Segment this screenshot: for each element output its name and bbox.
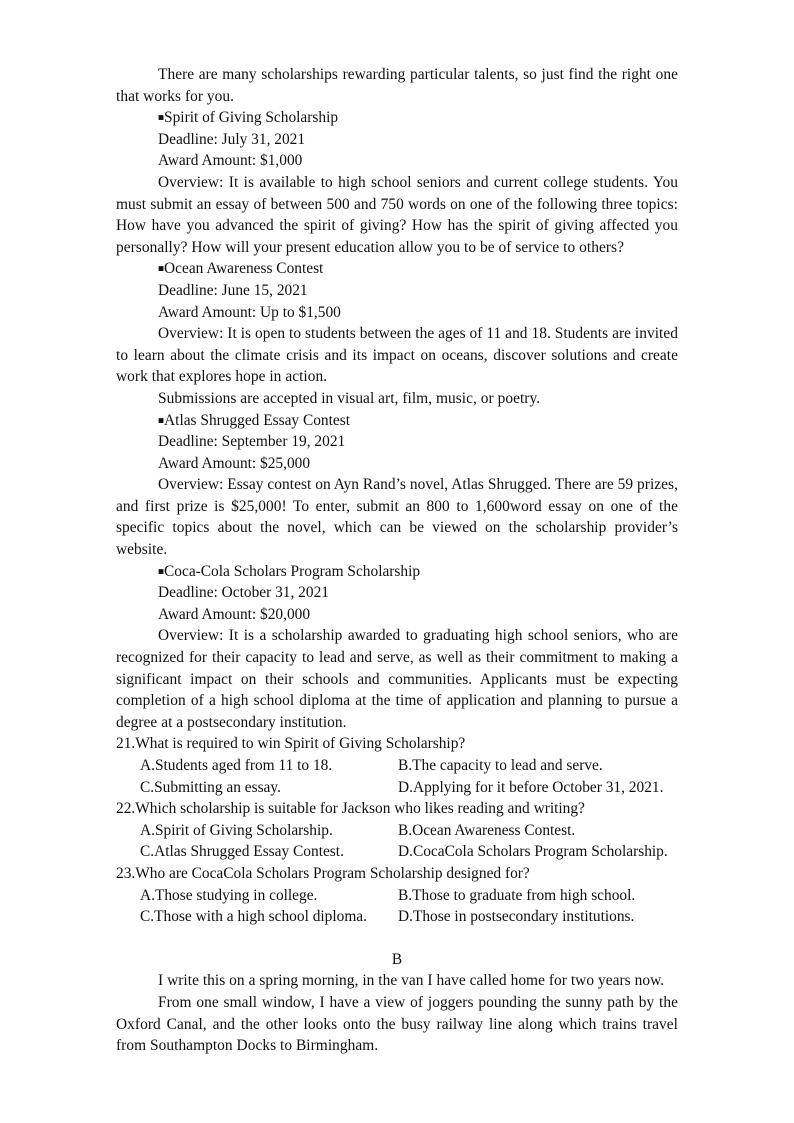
option-row (116, 777, 678, 799)
document-body (116, 64, 678, 1057)
section-spacer (116, 928, 678, 949)
bullet-square-icon: ■ (158, 566, 165, 578)
option-row (116, 820, 678, 842)
question-21-stem: 21.What is required to win Spirit of Giving Scholarship? (116, 735, 466, 753)
question-21-options (116, 755, 678, 798)
question-23-option-c[interactable]: C.Those with a high school diploma. (140, 908, 367, 926)
question-22-option-d[interactable]: D.CocaCola Scholars Program Scholarship. (398, 843, 668, 861)
question-22-option-a[interactable]: A.Spirit of Giving Scholarship. (140, 821, 333, 839)
question-22-option-b[interactable]: B.Ocean Awareness Contest. (398, 821, 576, 839)
scholarship-extra-2: Submissions are accepted in visual art, film, music, or poetry. (158, 389, 541, 407)
bullet-square-icon: ■ (158, 112, 165, 124)
scholarship-name-3: Atlas Shrugged Essay Contest (164, 411, 351, 429)
question-23-options (116, 885, 678, 928)
scholarship-heading-3 (116, 410, 678, 432)
scholarship-award-2: Award Amount: Up to $1,500 (158, 303, 341, 321)
scholarship-overview-3: Overview: Essay contest on Ayn Rand’s novel, Atlas Shrugged. There are 59 prizes, and first prize is $25,000! To enter, submit an 800 to 1,600word essay on one of the specific topics about the novel, which can be viewed on the scholarship provider’s website. (116, 476, 678, 559)
option-row (116, 755, 678, 777)
scholarship-deadline-4: Deadline: October 31, 2021 (158, 584, 329, 602)
question-21-option-a[interactable]: A.Students aged from 11 to 18. (140, 757, 333, 774)
question-22-option-c[interactable]: C.Atlas Shrugged Essay Contest. (140, 843, 344, 861)
scholarship-award-1: Award Amount: $1,000 (158, 152, 303, 170)
scholarship-name-4: Coca-Cola Scholars Program Scholarship (164, 562, 421, 580)
scholarship-deadline-1: Deadline: July 31, 2021 (158, 130, 306, 148)
question-21-option-d[interactable]: D.Applying for it before October 31, 2021. (398, 778, 664, 796)
section-b-paragraph-1: I write this on a spring morning, in the van I have called home for two years now. (158, 972, 665, 990)
scholarship-overview-2: Overview: It is open to students between the ages of 11 and 18. Students are invited to learn about the climate crisis and its impact on oceans, discover solutions and create work that explores hope in action. (116, 325, 678, 386)
scholarship-heading-2 (116, 258, 678, 280)
intro-paragraph: There are many scholarships rewarding particular talents, so just find the right one that works for you. (116, 66, 678, 105)
scholarship-deadline-2: Deadline: June 15, 2021 (158, 281, 308, 299)
option-row (116, 885, 678, 907)
question-21-option-b[interactable]: B.The capacity to lead and serve. (398, 757, 603, 774)
question-23-stem: 23.Who are CocaCola Scholars Program Scholarship designed for? (116, 864, 530, 882)
section-b-paragraph-2: From one small window, I have a view of joggers pounding the sunny path by the Oxford Canal, and the other looks onto the busy railway line along which trains travel from Southampton Docks to Birmingham. (116, 993, 678, 1055)
scholarship-heading-1 (116, 107, 678, 129)
question-22-options (116, 820, 678, 863)
bullet-square-icon: ■ (158, 263, 165, 275)
scholarship-deadline-3: Deadline: September 19, 2021 (158, 433, 346, 451)
scholarship-heading-4 (116, 561, 678, 583)
scholarship-overview-1: Overview: It is available to high school seniors and current college students. You must submit an essay of between 500 and 750 words on one of the following three topics: How have you advanced the spirit of giving? How has the spirit of giving affected you personally? How will your present education allow you to be of service to others? (116, 173, 678, 256)
section-b-heading: B (391, 950, 403, 968)
scholarship-name-1: Spirit of Giving Scholarship (164, 109, 339, 127)
question-23-option-a[interactable]: A.Those studying in college. (140, 886, 318, 904)
question-21-option-c[interactable]: C.Submitting an essay. (140, 778, 281, 796)
scholarship-name-2: Ocean Awareness Contest (164, 260, 324, 278)
scholarship-overview-4: Overview: It is a scholarship awarded to graduating high school seniors, who are recognized for their capacity to lead and serve, as well as their commitment to making a significant impact on their schools and communities. Applicants must be expecting completion of a high school diploma at the time of application and planning to pursue a degree at a postsecondary institution. (116, 627, 678, 731)
option-row (116, 906, 678, 928)
scholarship-award-4: Award Amount: $20,000 (158, 605, 311, 623)
scholarship-award-3: Award Amount: $25,000 (158, 454, 311, 472)
question-23-option-d[interactable]: D.Those in postsecondary institutions. (398, 908, 635, 926)
bullet-square-icon: ■ (158, 415, 165, 426)
question-23-option-b[interactable]: B.Those to graduate from high school. (398, 886, 636, 904)
option-row (116, 841, 678, 863)
question-22-stem: 22.Which scholarship is suitable for Jackson who likes reading and writing? (116, 800, 585, 818)
